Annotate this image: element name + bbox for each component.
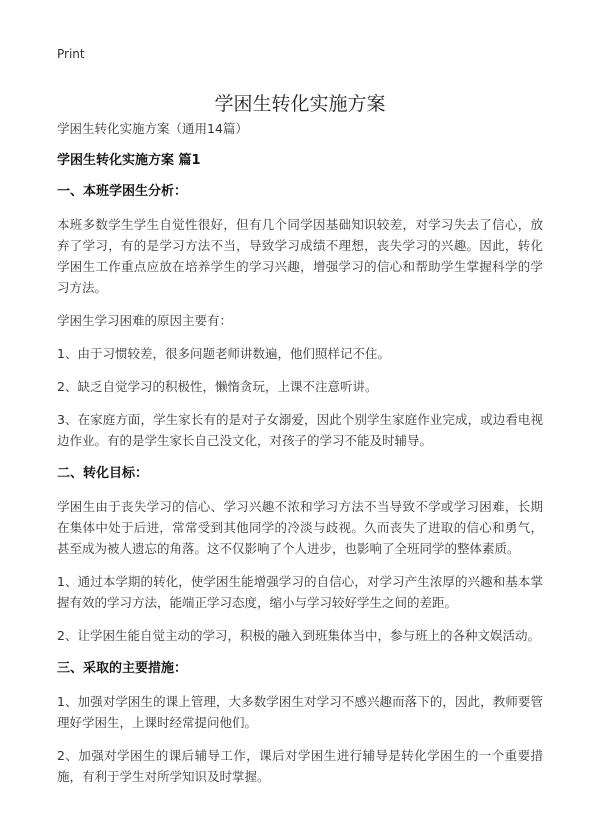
list-item: 1、由于习惯较差，很多问题老师讲数遍，他们照样记不住。 xyxy=(57,346,390,361)
list-item: 1、加强对学困生的课上管理，大多数学困生对学习不感兴趣而落下的，因此，教师要管理好学困生，上课时经常提问他们。 xyxy=(57,694,543,730)
section-heading-analysis: 一、本班学困生分析： xyxy=(57,184,188,199)
section-heading-goals: 二、转化目标： xyxy=(57,466,149,481)
paragraph: 学困生学习困难的原因主要有： xyxy=(57,313,233,328)
document-body xyxy=(57,118,543,799)
print-link[interactable]: Print xyxy=(57,47,85,61)
page-title: 学困生转化实施方案 xyxy=(214,92,386,115)
list-item: 1、通过本学期的转化，使学困生能增强学习的自信心，对学习产生浓厚的兴趣和基本掌握有效的学习方法，能端正学习态度，缩小与学习较好学生之间的差距。 xyxy=(57,574,543,610)
list-item: 3、在家庭方面，学生家长有的是对子女溺爱，因此个别学生家庭作业完成，或边看电视边作业。有的是学生家长自己没文化，对孩子的学习不能及时辅导。 xyxy=(57,412,543,448)
paragraph: 本班多数学生学生自觉性很好，但有几个同学因基础知识较差，对学习失去了信心，放弃了学习，有的是学习方法不当，导致学习成绩不理想，丧失学习的兴趣。因此，转化学困生工作重点应放在培养学生的学习兴趣，增强学习的信心和帮助学生掌握科学的学习方法。 xyxy=(57,217,543,295)
article-heading: 学困生转化实施方案 篇1 xyxy=(57,153,201,168)
document-subtitle: 学困生转化实施方案（通用14篇） xyxy=(57,121,248,136)
list-item: 2、缺乏自觉学习的积极性，懒惰贪玩，上课不注意听讲。 xyxy=(57,379,378,394)
section-heading-measures: 三、采取的主要措施： xyxy=(57,661,188,676)
list-item: 2、让学困生能自觉主动的学习，积极的融入到班集体当中，参与班上的各种文娱活动。 xyxy=(57,628,540,643)
list-item: 2、加强对学困生的课后辅导工作，课后对学困生进行辅导是转化学困生的一个重要措施，有利于学生对所学知识及时掌握。 xyxy=(57,748,543,784)
paragraph: 学困生由于丧失学习的信心、学习兴趣不浓和学习方法不当导致不学或学习困难，长期在集体中处于后进，常常受到其他同学的冷淡与歧视。久而丧失了进取的信心和勇气，甚至成为被人遗忘的角落。这不仅影响了个人进步，也影响了全班同学的整体素质。 xyxy=(57,499,543,556)
